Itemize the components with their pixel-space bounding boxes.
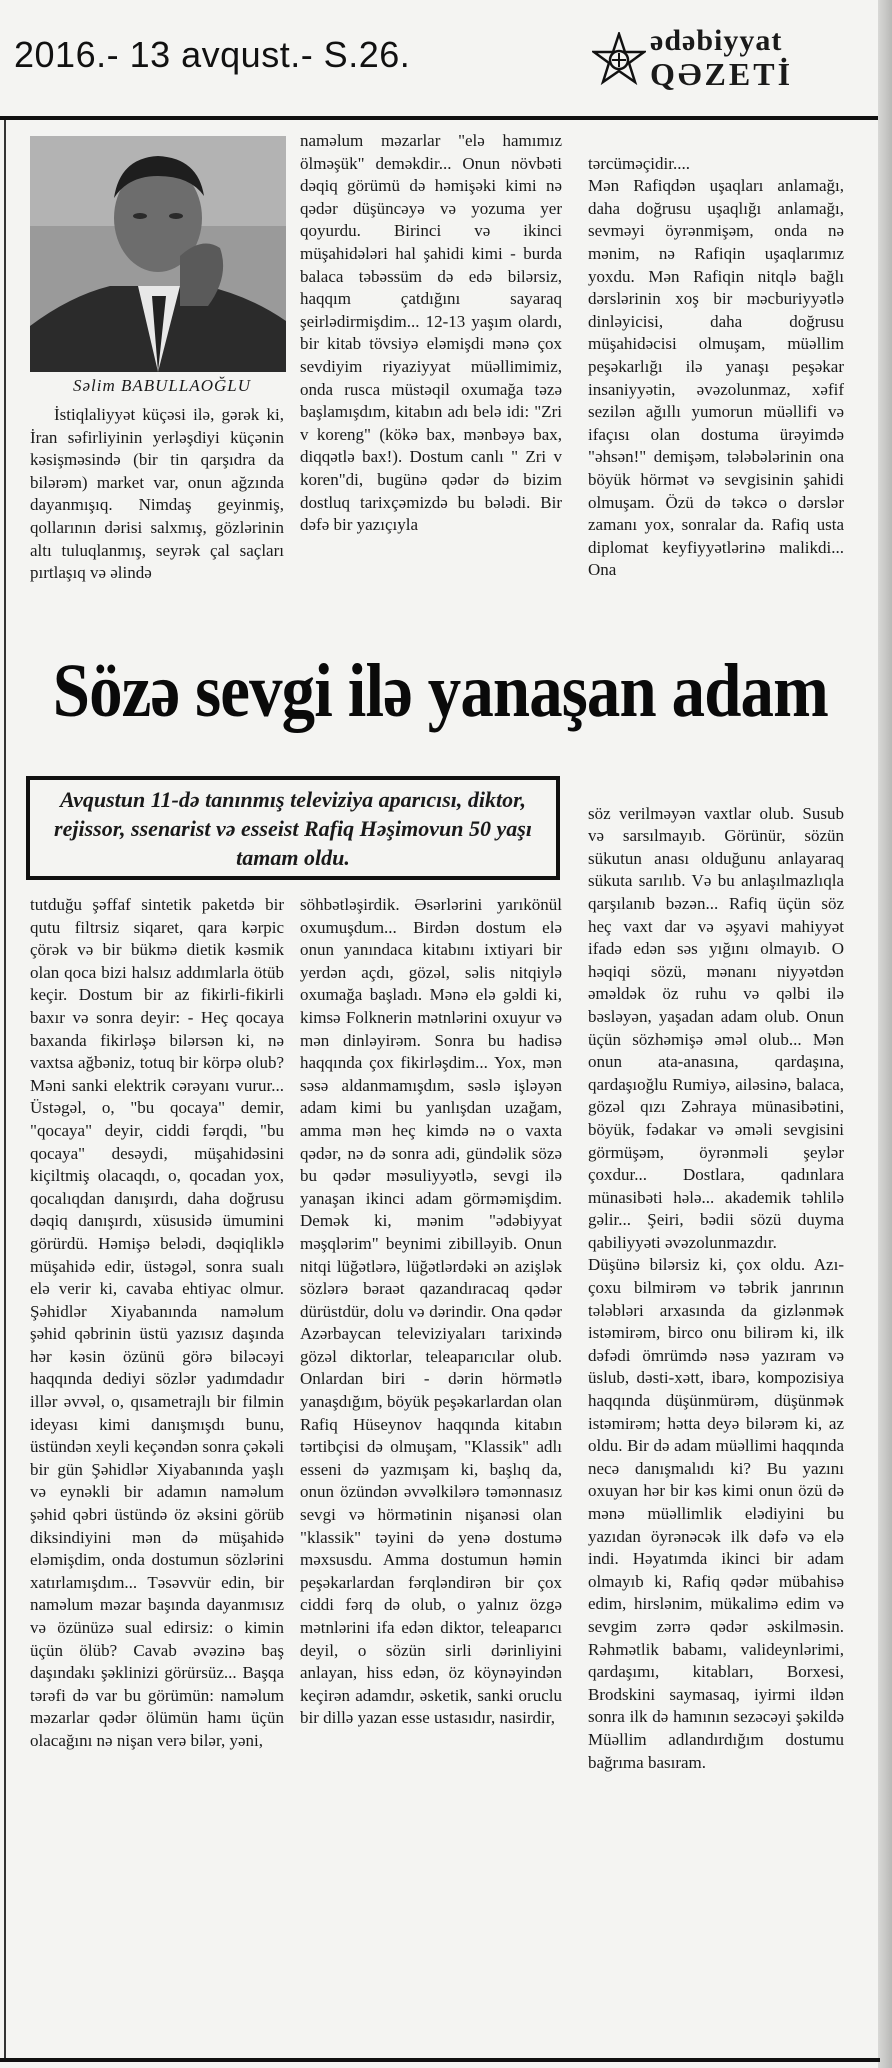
page-left-border: [4, 120, 6, 2058]
photo-caption: Səlim BABULLAOĞLU: [72, 376, 252, 395]
article-bottom-column-1: [30, 894, 284, 2048]
footer-divider: [0, 2058, 880, 2062]
article-paragraph: söz verilməyən vaxtlar olub. Susub və sarsılmayıb. Görünür, sözün sükutun anası olduğunu anlayaraq sükuta sarılıb. Və bu anlaşılmazlıqla qarşılanıb bəzən... Rafiq üçün söz heç vaxt dar və əşyavi mahiyyət ifadə edən səs yığını olmayıb. O həqiqi sözü, mənanı niyyətdən əməldək öz ruhu və qəlbi ilə bəsləyən, yaşadan adam olub. Onun üçün sözhəmişə əməl olub... Mən onun ata-anasına, qardaşına, qardaşıoğlu Rumiyə, ailəsinə, balaca, gözəl qızı Zəhraya münasibətini, böyük, fədakar və əməli sevgisini görmüşəm, öyrənməli şeylər çoxdur... Dostlara, qadınlara münasibəti hələ... akademik təhlilə gəlir... Şeiri, bədii sözü duyma qabiliyyəti əvəzolunmazdır. Düşünə bilərsiz ki, çox oldu. Azı-çoxu bilmirəm və təbrik janrının tələbləri arxasında da gizlənmək istəmirəm, birco onu bilirəm ki, ilk dəfədi ömrümdə nəsə yazıram və üslub, dəsti-xətt, ibarə, kompozisiya haqqında düşünmürəm, düşünmək istəmirəm; hətta deyə bilərəm ki, az oldu. Bir də adam müəllimi haqqında necə danışmalıdı ki? Bu yazını oxuyan hər bir kəs kimi onun özü də mənə müəllimlik elədiyini bu yazıdan öyrənəcək ilk dəfə və elə indi. Həyatımda ikinci bir adam olmayıb ki, Rafiq qədər mübahisə edim, hirslənim, mükalimə edim və sevgim zərrə qədər əskilməsin. Rəhmətlik babamı, valideynlərimi, qardaşımı, kitabları, Borxesi, Brodskini saymasaq, iyirmi ildən sonra ilk də hamının sezəcəyi şəkildə Müəllim adlandırdığım dostumu bağrıma basıram.: [588, 803, 844, 1772]
article-paragraph: İstiqlaliyyət küçəsi ilə, gərək ki, İran səfirliyinin yerləşdiyi küçənin kəsişməsində (bir tin qarşıdra da bilərəm) market var, onun ağzında dayanmışıq. Nimdaş geyinmiş, qollarının dərisi salxmış, gözlərinin altı tuluqlanmış, seyrək çal saçları pırtlaşıq və əlində: [30, 405, 284, 583]
article-paragraph: tərcüməçidir.... Mən Rafiqdən uşaqları anlamağı, daha doğrusu uşaqlığı anlamağı, sevməyi öyrənmişəm, onda nə mənim, nə Rafiqin uşaqlarımız yoxdu. Mən Rafiqin nitqlə bağlı dərslərinin xoş bir məcburiyyətlə dinləyicisi, daha doğrusu müşahidəcisi olmuşam, müəllim peşəkarlığı ilə yanaşı peşəkar insaniyyətin, əvəzolunmaz, xəfif sezilən ağıllı yumorun müəllifi və ifaçısı olan dostuma ürəyimdə "əhsən!" demişəm, tələbələrinin ona böyük hörmət və sevgisinin şahidi olmuşam. Özü də təkcə o dərslər zamanı yox, sonralar da. Rafiq usta diplomat keyfiyyətlərinə malikdi... Ona: [588, 153, 844, 580]
portrait-image: [30, 136, 286, 372]
star-emblem-icon: [592, 32, 646, 86]
article-paragraph: tutduğu şəffaf sintetik paketdə bir qutu filtrsiz siqaret, qara kərpic çörək və bir bükmə dietik kəsmik olan qoca bizi halsız addımlarla ötüb keçir. Dostum bir az fikirli-fikirli baxır və sonra deyir: - Heç qocaya baxanda fikirləşə bilərsən ki, nə vaxtsa ağbəniz, totuq bir körpə olub? Məni sanki elektrik cərəyanı vurur... Üstəgəl, o, "bu qocaya" demir, "qocaya" deyir, ciddi fərqdi, "bu qocaya" desəydi, müşahidəsini kiçiltmiş olacaqdı, o, qocadan yox, qocalıqdan danışırdı, daha doğrusu dəqiq danışırdı, xüsusidə ümumini görürdü. Həmişə belədi, dəqiqliklə müşahidə edir, üstəgəl, sonra sualı elə verir ki, cavaba ehtiyac olmur. Şəhidlər Xiyabanında naməlum şəhid qəbrinin üstü yazısız daşında hər kəsin özünü görə biləcəyi haqqında dediyi sözlər yadımdadır illər əvvəl, o, qısametrajlı bir filmin ideyası kimi danışmışdı bunu, üstündən xeyli keçəndən sonra çəkəli bir gün Şəhidlər Xiyabanında yaşlı və eynəkli bir adamın naməlum şəhid qəbri üstündə öz əksini görüb diksindiyini mən də müşahidə eləmişdim, onda dostumun sözlərini xatırlamışdım... Təsəvvür edin, bir naməlum məzar başında dayanmısız və özünüzə sual edirsiz: o kimin üçün ölüb? Cavab əvəzinə baş daşındakı şəklinizi görürsüz... Başqa tərəfi də var bu görümün: naməlum məzarlar qədər ölümün hamı üçün olacağını nə nişan verə bilər, yəni,: [30, 895, 284, 1750]
header-date: 2016.- 13 avqust.- S.26.: [14, 34, 411, 75]
article-subheadline: Avqustun 11-də tanınmış televiziya aparıcısı, diktor, rejissor, ssenarist və esseist Rafiq Həşimovun 50 yaşı tamam oldu.: [54, 786, 532, 870]
article-bottom-column-2: [300, 894, 562, 2048]
article-top-column-3: [588, 130, 844, 630]
article-paragraph: söhbətləşirdik. Əsərlərini yarıkönül oxumuşdum... Birdən dostum elə onun yanındaca kitabını ixtiyari bir yerdən açdı, gözəl, səlis nitqiylə oxumağa başladı. Mənə elə gəldi ki, kimsə Folknerin mətnlərini oxuyur və mən dinləyirəm. Sonra bu hadisə haqqında çox fikirləşdim... Yox, mən səsə aldanmamışdım, səslə işləyən adam kimi bu yanlışdan uzağam, amma mən heç kimdə nə o vaxta qədər, nə də sonra adi, gündəlik sözə bu qədər məsuliyyətlə, sevgi ilə yanaşan ikinci adam görməmişdim. Demək ki, mənim "ədəbiyyat məşqlərim" beynimi zibilləyib. Onun nitqi lüğətlərə, lüğətlərdəki ən azişlək sözlərə bəraət qazandıracaq qədər dürüstdür, dolu və dərindir. Ona qədər Azərbaycan televiziyaları tarixində gözəl diktorlar, teleaparıcılar olub. Onlardan biri - dərin hörmətlə yanaşdığım, böyük peşəkarlardan olan Rafiq Hüseynov haqqında kitabın tərtibçisi də olmuşam, "Klassik" adlı esseni də yazmışam ki, başlıq da, onun özündən əvvəlkilərə təmənnasız sevgi və hörmətinin nişanəsi olan "klassik" təyini də yenə dostumə məxsusdu. Amma dostumun həmin peşəkarlardan fərqləndirən bir çox ciddi fərq də olub, o yalnız özgə mətnlərini ifa edən diktor, teleaparıcı deyil, o sözün sirli dərinliyini anlayan, hiss edən, öz köynəyindən keçirən adamdır, əsketik, sanki oruclu bir dillə yazan esse ustasıdır, nasirdir,: [300, 895, 562, 1728]
article-lead-box: [26, 776, 560, 880]
article-paragraph: naməlum məzarlar "elə hamımız ölməşük" deməkdir... Onun növbəti dəqiq görümü də həmişəki kimi nə qədər düşüncəyə və yozuma yer qoyurdu. Birinci və ikinci müşahidələri hal şahidi kimi - burda balaca təbəssüm də edə bilərsiz, haqqım çatdığını sayaraq şeirlədirmişdim... 12-13 yaşım olardı, bir kitab tövsiyə eləmişdi mənə çox sevdiyim riyaziyyat müəllimimiz, onda rusca müstəqil oxumağa təzə başlamışdım, kitabın adı belə idi: "Zri v koreng" (kökə bax, mənbəyə bax, diqqətlə bax!). Dostum canlı " Zri v koren"di, bugünə qədər də bizim dostluq tarixçəmizdə bu bələdi. Bir dəfə bir yazıçıyla: [300, 131, 562, 535]
article-top-column-2: [300, 130, 562, 630]
masthead-title-top: ədəbiyyat: [650, 24, 783, 57]
newspaper-masthead: [592, 18, 822, 108]
article-headline: Sözə sevgi ilə yanaşan adam: [52, 649, 828, 733]
article-right-column: [588, 780, 844, 2048]
page-scan-edge: [878, 0, 892, 2068]
header-divider: [0, 116, 880, 120]
masthead-title-bottom: QƏZETİ: [650, 56, 794, 92]
author-photo: [30, 136, 286, 372]
article-top-column-1: [30, 404, 284, 630]
